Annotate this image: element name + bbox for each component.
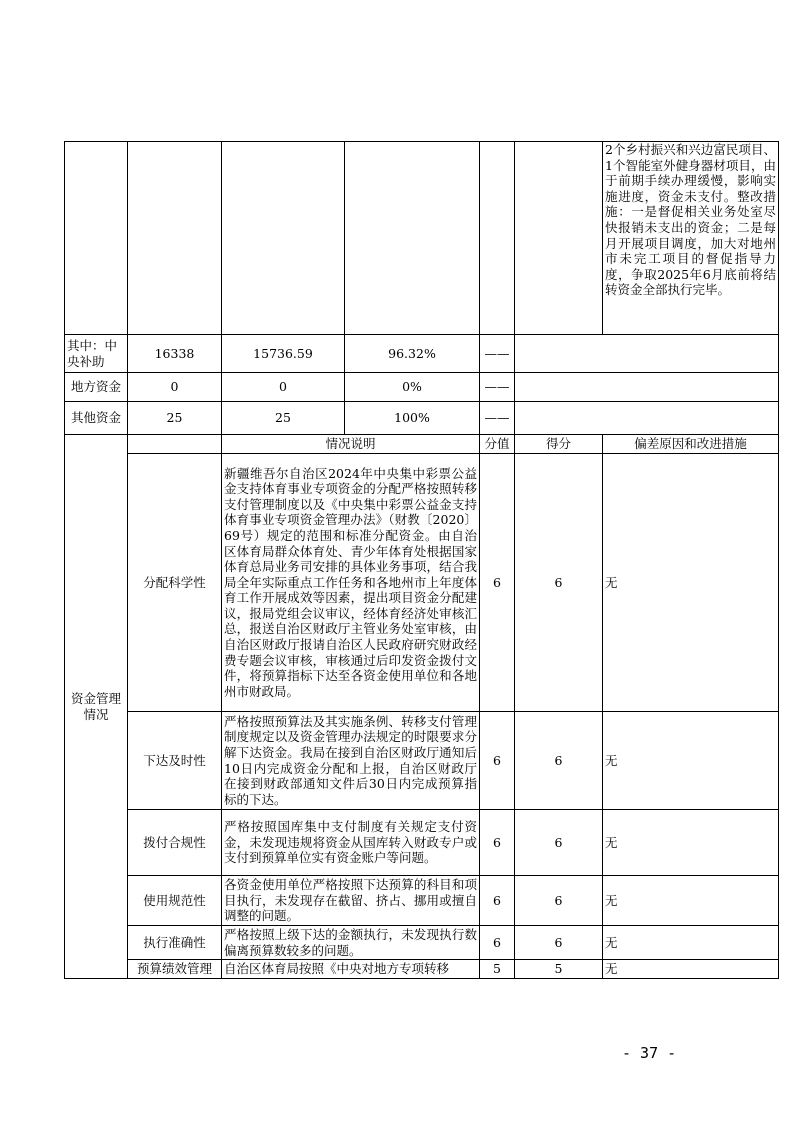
- item-name: 预算绩效管理: [128, 960, 222, 979]
- funding-budget: 25: [128, 402, 222, 435]
- table-row: [65, 454, 779, 712]
- item-desc: 各资金使用单位严格按照下达预算的科目和项目执行，未发现存在截留、挤占、挪用或擅自调整的问题。: [222, 876, 480, 926]
- item-name: 使用规范性: [128, 876, 222, 926]
- item-got: 5: [515, 960, 603, 979]
- funding-executed: 0: [222, 373, 345, 402]
- header-desc: 情况说明: [222, 435, 480, 454]
- header-measures: 偏差原因和改进措施: [603, 435, 779, 454]
- table-cell: [515, 335, 779, 373]
- table-row: [65, 926, 779, 960]
- item-measure: 无: [603, 712, 779, 810]
- funding-label: 地方资金: [65, 373, 128, 402]
- item-desc: 自治区体育局按照《中央对地方专项转移: [222, 960, 480, 979]
- carryover-note: 2个乡村振兴和兴边富民项目、1个智能室外健身器材项目，由于前期手续办理缓慢，影响实施进度，资金未支付。整改措施：一是督促相关业务处室尽快报销未支出的资金；二是每月开展项目调度，加大对地州市未完工项目的督促指导力度，争取2025年6月底前将结转资金全部执行完毕。: [603, 142, 779, 335]
- table-cell: [515, 373, 779, 402]
- funding-executed: 25: [222, 402, 345, 435]
- item-measure: 无: [603, 454, 779, 712]
- funding-executed: 15736.59: [222, 335, 345, 373]
- item-got: 6: [515, 712, 603, 810]
- table-row: [65, 402, 779, 435]
- item-got: 6: [515, 926, 603, 960]
- table-row: [65, 373, 779, 402]
- table-cell: [65, 142, 128, 335]
- header-got: 得分: [515, 435, 603, 454]
- item-measure: 无: [603, 876, 779, 926]
- funding-dash: ——: [480, 373, 515, 402]
- item-measure: 无: [603, 926, 779, 960]
- funding-dash: ——: [480, 335, 515, 373]
- funding-label: 其中：中央补助: [65, 335, 128, 373]
- item-name: 下达及时性: [128, 712, 222, 810]
- item-score: 6: [480, 876, 515, 926]
- table-cell: [515, 402, 779, 435]
- table-row: [65, 435, 779, 454]
- funding-budget: 0: [128, 373, 222, 402]
- item-got: 6: [515, 876, 603, 926]
- table-cell: [345, 142, 480, 335]
- funding-rate: 100%: [345, 402, 480, 435]
- item-measure: 无: [603, 960, 779, 979]
- table-row: [65, 876, 779, 926]
- item-score: 6: [480, 712, 515, 810]
- funding-rate: 96.32%: [345, 335, 480, 373]
- table-row: [65, 142, 779, 335]
- funding-rate: 0%: [345, 373, 480, 402]
- page-number: - 37 -: [622, 1044, 677, 1062]
- item-score: 6: [480, 926, 515, 960]
- item-desc: 严格按照国库集中支付制度有关规定支付资金，未发现违规将资金从国库转入财政专户或支付到预算单位实有资金账户等问题。: [222, 810, 480, 876]
- funding-budget: 16338: [128, 335, 222, 373]
- item-desc: 新疆维吾尔自治区2024年中央集中彩票公益金支持体育事业专项资金的分配严格按照转移支付管理制度以及《中央集中彩票公益金支持体育事业专项资金管理办法》（财教〔2020〕69号）规定的范围和标准分配资金。由自治区体育局群众体育处、青少年体育处根据国家体育总局业务司安排的具体业务事项，结合我局全年实际重点工作任务和各地州市上年度体育工作开展成效等因素，提出项目资金分配建议，报局党组会议审议，经体育经济处审核汇总，报送自治区财政厅主管业务处室审核，由自治区财政厅报请自治区人民政府研究财政经费专题会议审核，审核通过后印发资金拨付文件，将预算指标下达至各资金使用单位和各地州市财政局。: [222, 454, 480, 712]
- item-got: 6: [515, 810, 603, 876]
- item-score: 5: [480, 960, 515, 979]
- item-desc: 严格按照上级下达的金额执行，未发现执行数偏离预算数较多的问题。: [222, 926, 480, 960]
- item-got: 6: [515, 454, 603, 712]
- table-cell: [128, 435, 222, 454]
- funding-dash: ——: [480, 402, 515, 435]
- funding-label: 其他资金: [65, 402, 128, 435]
- table-row: [65, 810, 779, 876]
- table-cell: [128, 142, 222, 335]
- table-row: [65, 335, 779, 373]
- table-row: [65, 960, 779, 979]
- table-cell: [480, 142, 515, 335]
- item-name: 分配科学性: [128, 454, 222, 712]
- item-measure: 无: [603, 810, 779, 876]
- item-score: 6: [480, 810, 515, 876]
- header-score: 分值: [480, 435, 515, 454]
- item-name: 执行准确性: [128, 926, 222, 960]
- item-desc: 严格按照预算法及其实施条例、转移支付管理制度规定以及资金管理办法规定的时限要求分解下达资金。我局在接到自治区财政厅通知后10日内完成资金分配和上报，自治区财政厅在接到财政部通知文件后30日内完成预算指标的下达。: [222, 712, 480, 810]
- item-score: 6: [480, 454, 515, 712]
- funds-table: [64, 141, 779, 979]
- table-cell: [222, 142, 345, 335]
- table-row: [65, 712, 779, 810]
- item-name: 拨付合规性: [128, 810, 222, 876]
- table-cell: [515, 142, 603, 335]
- section-label: 资金管理情况: [65, 435, 128, 979]
